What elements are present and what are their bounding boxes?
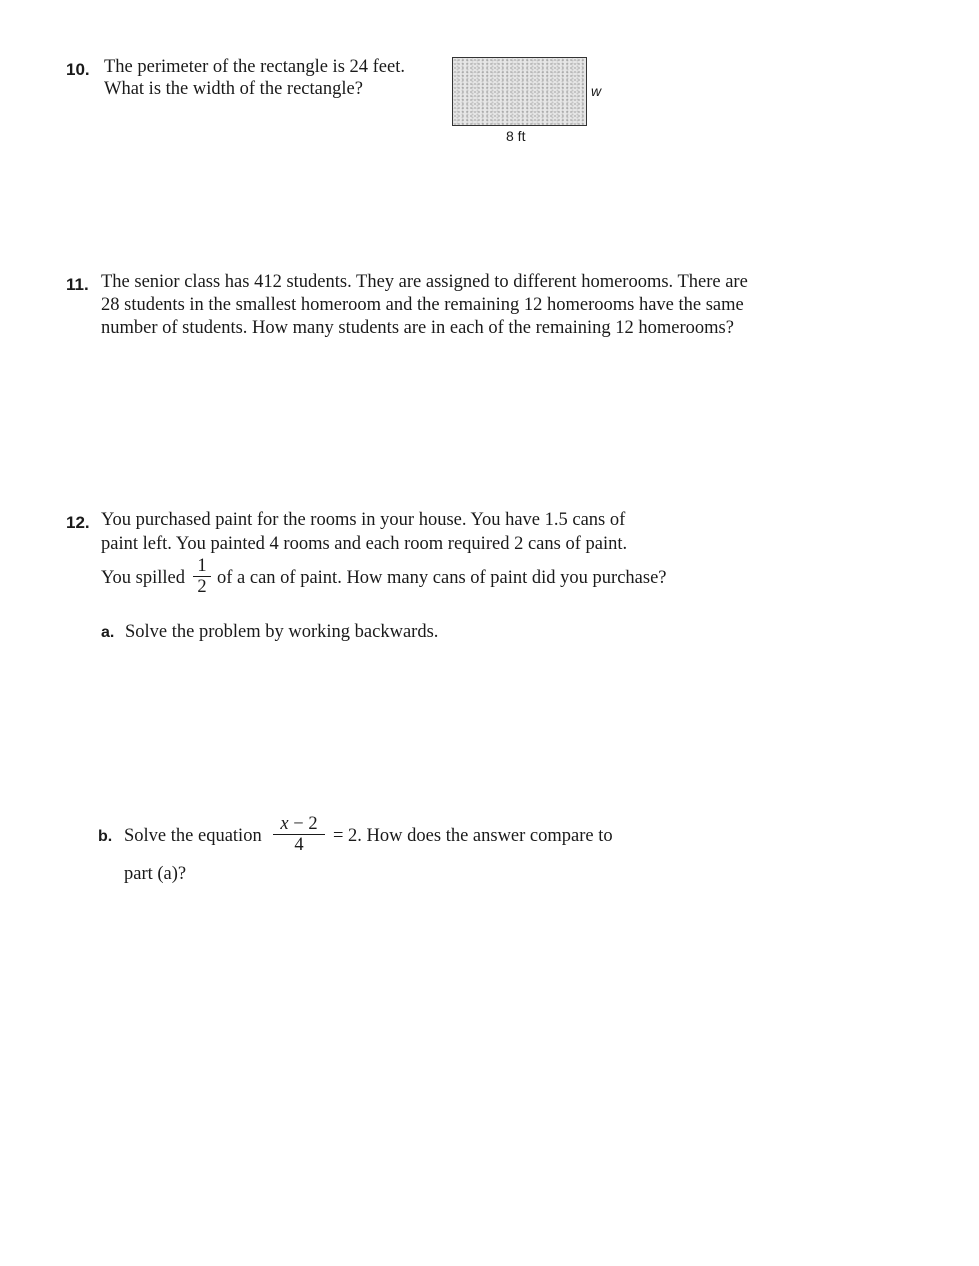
rectangle-length-label: 8 ft (506, 128, 526, 144)
problem-11-line-1: The senior class has 412 students. They are assigned to different homerooms. There are (101, 272, 748, 292)
equation-numerator (273, 814, 325, 834)
part-b-text-start: Solve the equation (124, 826, 262, 846)
one-half-fraction (193, 556, 211, 597)
problem-10-line-1: The perimeter of the rectangle is 24 feet. (104, 57, 405, 77)
problem-11-number: 11. (66, 275, 89, 294)
problem-12-line-2: paint left. You painted 4 rooms and each room required 2 cans of paint. (101, 534, 628, 554)
equation-numerator-rest: − 2 (288, 814, 318, 834)
part-a-text: Solve the problem by working backwards. (125, 622, 439, 642)
problem-10-number: 10. (66, 60, 90, 79)
problem-12-line-3-start: You spilled (101, 568, 185, 588)
problem-11-line-3: number of students. How many students are in each of the remaining 12 homerooms? (101, 318, 734, 338)
part-a-label: a. (101, 624, 115, 641)
fraction-denominator: 2 (197, 577, 207, 598)
rectangle-figure (452, 57, 587, 126)
problem-12-number: 12. (66, 513, 90, 532)
rectangle-width-label: w (591, 83, 602, 99)
problem-12-line-1: You purchased paint for the rooms in your house. You have 1.5 cans of (101, 510, 626, 530)
problem-10-line-2: What is the width of the rectangle? (104, 79, 363, 99)
fraction-numerator: 1 (197, 556, 207, 576)
equation-denominator: 4 (294, 835, 304, 856)
part-b-line-2: part (a)? (124, 864, 187, 884)
problem-11-line-2: 28 students in the smallest homeroom and the remaining 12 homerooms have the same (101, 295, 744, 315)
part-b-label: b. (98, 828, 113, 845)
part-b-text-end: = 2. How does the answer compare to (333, 826, 613, 846)
problem-12-line-3-end: of a can of paint. How many cans of paint did you purchase? (217, 568, 667, 588)
equation-fraction (273, 814, 325, 855)
equation-variable: x (280, 814, 289, 834)
